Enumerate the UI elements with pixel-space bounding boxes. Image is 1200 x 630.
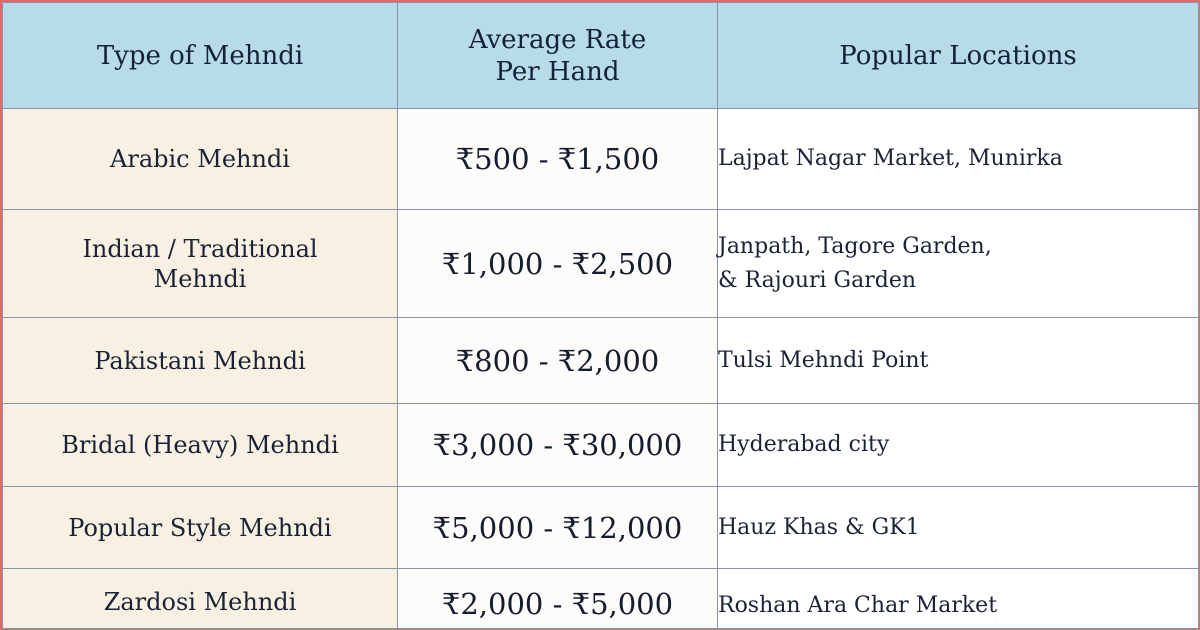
table-row [3, 487, 1199, 569]
cell-type: Indian / Traditional Mehndi [3, 210, 398, 318]
table-row [3, 318, 1199, 404]
cell-type: Popular Style Mehndi [3, 487, 398, 569]
cell-rate: ₹5,000 - ₹12,000 [398, 487, 718, 569]
cell-rate: ₹800 - ₹2,000 [398, 318, 718, 404]
cell-rate: ₹3,000 - ₹30,000 [398, 404, 718, 487]
table-row [3, 109, 1199, 210]
cell-location: Lajpat Nagar Market, Munirka [718, 109, 1199, 210]
cell-location: Tulsi Mehndi Point [718, 318, 1199, 404]
cell-type: Arabic Mehndi [3, 109, 398, 210]
cell-rate: ₹2,000 - ₹5,000 [398, 569, 718, 629]
table-row [3, 210, 1199, 318]
header-row [3, 3, 1199, 109]
mehndi-rates-table [2, 2, 1199, 629]
header-type-of-mehndi: Type of Mehndi [3, 3, 398, 109]
cell-rate: ₹1,000 - ₹2,500 [398, 210, 718, 318]
cell-location: Roshan Ara Char Market [718, 569, 1199, 629]
cell-rate: ₹500 - ₹1,500 [398, 109, 718, 210]
cell-location: Hauz Khas & GK1 [718, 487, 1199, 569]
header-average-rate: Average Rate Per Hand [398, 3, 718, 109]
cell-type: Zardosi Mehndi [3, 569, 398, 629]
header-popular-locations: Popular Locations [718, 3, 1199, 109]
table-row [3, 404, 1199, 487]
cell-type: Bridal (Heavy) Mehndi [3, 404, 398, 487]
cell-location: Hyderabad city [718, 404, 1199, 487]
table-row [3, 569, 1199, 629]
cell-location: Janpath, Tagore Garden, & Rajouri Garden [718, 210, 1199, 318]
cell-type: Pakistani Mehndi [3, 318, 398, 404]
